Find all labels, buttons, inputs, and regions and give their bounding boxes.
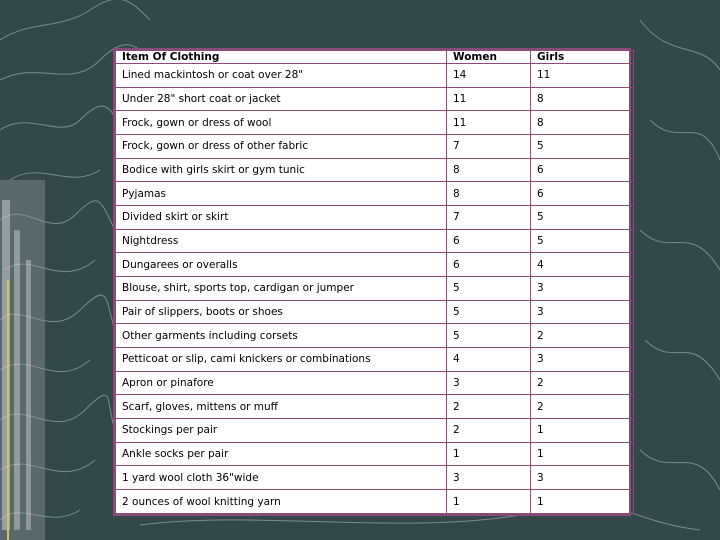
cell-girls: 8 (531, 111, 634, 135)
cell-item: Dungarees or overalls (116, 253, 447, 277)
cell-women: 4 (447, 348, 531, 372)
cell-girls: 5 (531, 206, 634, 230)
table-row (116, 253, 634, 277)
cell-women: 6 (447, 253, 531, 277)
cell-girls: 1 (531, 419, 634, 443)
cell-item: 2 ounces of wool knitting yarn (116, 490, 447, 514)
cell-women: 6 (447, 229, 531, 253)
cell-women: 2 (447, 395, 531, 419)
table-row (116, 371, 634, 395)
cell-item: Frock, gown or dress of wool (116, 111, 447, 135)
cell-girls: 2 (531, 324, 634, 348)
header-item: Item Of Clothing (116, 51, 447, 64)
cell-girls: 3 (531, 277, 634, 301)
cell-girls: 8 (531, 87, 634, 111)
cell-girls: 5 (531, 229, 634, 253)
cell-women: 5 (447, 277, 531, 301)
table-row (116, 64, 634, 88)
table-header-row (116, 51, 634, 64)
cell-item: Scarf, gloves, mittens or muff (116, 395, 447, 419)
cell-item: Pyjamas (116, 182, 447, 206)
cell-girls: 6 (531, 158, 634, 182)
cell-women: 3 (447, 371, 531, 395)
table-row (116, 348, 634, 372)
table-row (116, 324, 634, 348)
table-row (116, 277, 634, 301)
cell-item: Ankle socks per pair (116, 442, 447, 466)
cell-item: Blouse, shirt, sports top, cardigan or jumper (116, 277, 447, 301)
header-women: Women (447, 51, 531, 64)
table-row (116, 490, 634, 514)
header-girls: Girls (531, 51, 634, 64)
cell-item: Divided skirt or skirt (116, 206, 447, 230)
cell-women: 8 (447, 182, 531, 206)
cell-women: 2 (447, 419, 531, 443)
cell-women: 1 (447, 442, 531, 466)
cell-girls: 3 (531, 348, 634, 372)
cell-girls: 5 (531, 135, 634, 159)
cell-women: 1 (447, 490, 531, 514)
cell-item: Lined mackintosh or coat over 28" (116, 64, 447, 88)
cell-women: 8 (447, 158, 531, 182)
cell-women: 11 (447, 111, 531, 135)
cell-item: Petticoat or slip, cami knickers or combinations (116, 348, 447, 372)
table-row (116, 442, 634, 466)
table-row (116, 206, 634, 230)
cell-women: 7 (447, 135, 531, 159)
cell-girls: 3 (531, 466, 634, 490)
table-row (116, 300, 634, 324)
cell-item: Nightdress (116, 229, 447, 253)
cell-women: 11 (447, 87, 531, 111)
table-row (116, 111, 634, 135)
table-body (116, 64, 634, 514)
table-row (116, 419, 634, 443)
cell-girls: 3 (531, 300, 634, 324)
cell-item: Other garments including corsets (116, 324, 447, 348)
cell-item: Under 28" short coat or jacket (116, 87, 447, 111)
cell-girls: 1 (531, 490, 634, 514)
cell-girls: 6 (531, 182, 634, 206)
cell-item: 1 yard wool cloth 36"wide (116, 466, 447, 490)
cell-girls: 2 (531, 371, 634, 395)
table-row (116, 395, 634, 419)
table-row (116, 87, 634, 111)
table-row (116, 158, 634, 182)
cell-item: Bodice with girls skirt or gym tunic (116, 158, 447, 182)
cell-women: 3 (447, 466, 531, 490)
cell-item: Frock, gown or dress of other fabric (116, 135, 447, 159)
table-row (116, 135, 634, 159)
cell-women: 5 (447, 300, 531, 324)
cell-girls: 1 (531, 442, 634, 466)
clothing-coupon-table (115, 50, 634, 514)
cell-item: Apron or pinafore (116, 371, 447, 395)
clothing-coupon-table-container (113, 48, 631, 516)
cell-women: 14 (447, 64, 531, 88)
cell-girls: 4 (531, 253, 634, 277)
cell-girls: 2 (531, 395, 634, 419)
cell-girls: 11 (531, 64, 634, 88)
table-row (116, 466, 634, 490)
table-row (116, 182, 634, 206)
cell-item: Pair of slippers, boots or shoes (116, 300, 447, 324)
cell-women: 5 (447, 324, 531, 348)
table-row (116, 229, 634, 253)
cell-item: Stockings per pair (116, 419, 447, 443)
cell-women: 7 (447, 206, 531, 230)
